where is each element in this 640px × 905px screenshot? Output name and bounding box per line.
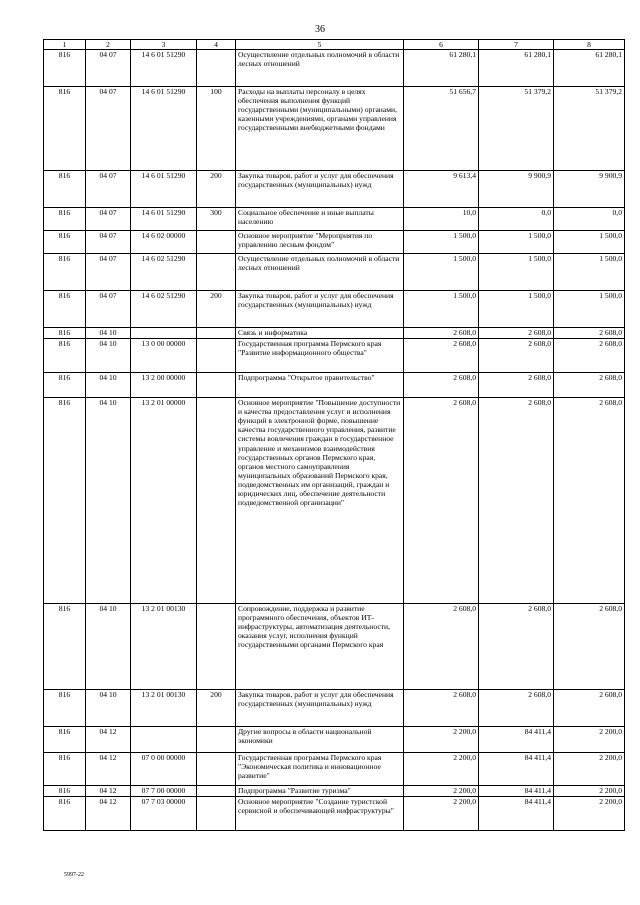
cell-target-article: 14 6 01 51290 bbox=[131, 50, 197, 87]
column-number-row bbox=[44, 40, 625, 50]
table-row bbox=[44, 604, 625, 690]
cell-amount-2: 2 608,0 bbox=[479, 398, 554, 604]
table-row bbox=[44, 797, 625, 831]
cell-amount-1: 2 200,0 bbox=[404, 753, 479, 786]
cell-section-code: 04 07 bbox=[86, 231, 131, 254]
cell-expense-type: 100 bbox=[197, 87, 236, 171]
cell-expense-type: 200 bbox=[197, 291, 236, 328]
cell-amount-1: 1 500,0 bbox=[404, 291, 479, 328]
cell-target-article bbox=[131, 328, 197, 339]
cell-amount-2: 2 608,0 bbox=[479, 339, 554, 373]
cell-ministry-code: 816 bbox=[44, 690, 86, 727]
cell-ministry-code: 816 bbox=[44, 339, 86, 373]
table-row bbox=[44, 753, 625, 786]
cell-amount-2: 9 900,9 bbox=[479, 171, 554, 208]
cell-target-article: 14 6 01 51290 bbox=[131, 87, 197, 171]
cell-section-code: 04 10 bbox=[86, 328, 131, 339]
cell-amount-1: 2 608,0 bbox=[404, 690, 479, 727]
cell-expense-type bbox=[197, 727, 236, 753]
cell-name: Расходы на выплаты персоналу в целях обеспечения выполнения функций государственными (муниципальными) органами, казенными учреждениями, органами управления государственными внебюджетными фондами bbox=[236, 87, 404, 171]
cell-section-code: 04 07 bbox=[86, 50, 131, 87]
cell-name: Социальное обеспечение и иные выплаты населению bbox=[236, 208, 404, 231]
cell-ministry-code: 816 bbox=[44, 398, 86, 604]
cell-ministry-code: 816 bbox=[44, 328, 86, 339]
cell-expense-type bbox=[197, 786, 236, 797]
cell-expense-type bbox=[197, 231, 236, 254]
cell-amount-3: 2 608,0 bbox=[554, 398, 625, 604]
cell-target-article: 13 2 01 00130 bbox=[131, 604, 197, 690]
cell-ministry-code: 816 bbox=[44, 797, 86, 831]
cell-name: Закупка товаров, работ и услуг для обеспечения государственных (муниципальных) нужд bbox=[236, 291, 404, 328]
cell-section-code: 04 07 bbox=[86, 291, 131, 328]
cell-section-code: 04 07 bbox=[86, 87, 131, 171]
cell-target-article bbox=[131, 727, 197, 753]
cell-amount-1: 2 608,0 bbox=[404, 373, 479, 398]
cell-amount-2: 84 411,4 bbox=[479, 753, 554, 786]
table-row bbox=[44, 171, 625, 208]
cell-amount-1: 2 608,0 bbox=[404, 604, 479, 690]
cell-amount-2: 0,0 bbox=[479, 208, 554, 231]
budget-table bbox=[43, 39, 625, 831]
cell-target-article: 14 6 02 00000 bbox=[131, 231, 197, 254]
cell-target-article: 14 6 02 51290 bbox=[131, 254, 197, 291]
cell-expense-type: 200 bbox=[197, 171, 236, 208]
cell-amount-1: 51 656,7 bbox=[404, 87, 479, 171]
table-row bbox=[44, 87, 625, 171]
cell-name: Осуществление отдельных полномочий в области лесных отношений bbox=[236, 254, 404, 291]
column-number: 5 bbox=[236, 40, 404, 50]
cell-amount-2: 2 608,0 bbox=[479, 604, 554, 690]
table-row bbox=[44, 398, 625, 604]
cell-amount-2: 84 411,4 bbox=[479, 797, 554, 831]
cell-amount-2: 84 411,4 bbox=[479, 727, 554, 753]
cell-expense-type bbox=[197, 604, 236, 690]
cell-expense-type bbox=[197, 373, 236, 398]
cell-expense-type bbox=[197, 398, 236, 604]
table-row bbox=[44, 373, 625, 398]
column-number: 1 bbox=[44, 40, 86, 50]
cell-section-code: 04 12 bbox=[86, 786, 131, 797]
cell-amount-3: 2 608,0 bbox=[554, 690, 625, 727]
cell-amount-3: 1 500,0 bbox=[554, 254, 625, 291]
cell-section-code: 04 12 bbox=[86, 797, 131, 831]
cell-section-code: 04 10 bbox=[86, 690, 131, 727]
cell-expense-type bbox=[197, 797, 236, 831]
cell-name: Подпрограмма "Открытое правительство" bbox=[236, 373, 404, 398]
cell-name: Государственная программа Пермского края "Экономическая политика и инновационное развитие" bbox=[236, 753, 404, 786]
cell-amount-2: 2 608,0 bbox=[479, 690, 554, 727]
cell-amount-2: 2 608,0 bbox=[479, 328, 554, 339]
table-row bbox=[44, 50, 625, 87]
cell-amount-1: 1 500,0 bbox=[404, 254, 479, 291]
cell-section-code: 04 10 bbox=[86, 373, 131, 398]
cell-expense-type bbox=[197, 328, 236, 339]
cell-target-article: 14 6 01 51290 bbox=[131, 208, 197, 231]
cell-amount-2: 61 280,1 bbox=[479, 50, 554, 87]
cell-ministry-code: 816 bbox=[44, 231, 86, 254]
cell-amount-3: 51 379,2 bbox=[554, 87, 625, 171]
cell-amount-2: 84 411,4 bbox=[479, 786, 554, 797]
cell-amount-1: 2 200,0 bbox=[404, 727, 479, 753]
cell-target-article: 07 0 00 00000 bbox=[131, 753, 197, 786]
table-row bbox=[44, 328, 625, 339]
cell-target-article: 13 2 01 00000 bbox=[131, 398, 197, 604]
column-number: 4 bbox=[197, 40, 236, 50]
cell-amount-3: 2 200,0 bbox=[554, 797, 625, 831]
cell-ministry-code: 816 bbox=[44, 753, 86, 786]
cell-target-article: 14 6 01 51290 bbox=[131, 171, 197, 208]
cell-name: Закупка товаров, работ и услуг для обеспечения государственных (муниципальных) нужд bbox=[236, 171, 404, 208]
cell-section-code: 04 10 bbox=[86, 339, 131, 373]
cell-amount-3: 2 608,0 bbox=[554, 339, 625, 373]
cell-amount-1: 2 608,0 bbox=[404, 328, 479, 339]
cell-ministry-code: 816 bbox=[44, 50, 86, 87]
column-number: 3 bbox=[131, 40, 197, 50]
cell-name: Подпрограмма "Развитие туризма" bbox=[236, 786, 404, 797]
cell-amount-1: 9 613,4 bbox=[404, 171, 479, 208]
cell-name: Закупка товаров, работ и услуг для обеспечения государственных (муниципальных) нужд bbox=[236, 690, 404, 727]
cell-amount-3: 61 280,1 bbox=[554, 50, 625, 87]
cell-ministry-code: 816 bbox=[44, 727, 86, 753]
cell-target-article: 13 0 00 00000 bbox=[131, 339, 197, 373]
cell-name: Государственная программа Пермского края "Развитие информационного общества" bbox=[236, 339, 404, 373]
cell-name: Другие вопросы в области национальной экономики bbox=[236, 727, 404, 753]
column-number: 6 bbox=[404, 40, 479, 50]
cell-name: Основное мероприятие "Создание туристской сервисной и обеспечивающей инфраструктуры" bbox=[236, 797, 404, 831]
cell-name: Осуществление отдельных полномочий в области лесных отношений bbox=[236, 50, 404, 87]
cell-section-code: 04 10 bbox=[86, 398, 131, 604]
table-row bbox=[44, 231, 625, 254]
cell-expense-type: 300 bbox=[197, 208, 236, 231]
cell-ministry-code: 816 bbox=[44, 373, 86, 398]
cell-target-article: 07 7 00 00000 bbox=[131, 786, 197, 797]
cell-section-code: 04 07 bbox=[86, 208, 131, 231]
table-row bbox=[44, 291, 625, 328]
cell-expense-type: 200 bbox=[197, 690, 236, 727]
table-row bbox=[44, 786, 625, 797]
table-row bbox=[44, 254, 625, 291]
column-number: 7 bbox=[479, 40, 554, 50]
document-code: 5997-22 bbox=[64, 872, 84, 878]
cell-amount-3: 2 200,0 bbox=[554, 727, 625, 753]
cell-expense-type bbox=[197, 339, 236, 373]
cell-amount-3: 9 900,9 bbox=[554, 171, 625, 208]
cell-ministry-code: 816 bbox=[44, 291, 86, 328]
cell-amount-3: 2 608,0 bbox=[554, 604, 625, 690]
cell-ministry-code: 816 bbox=[44, 604, 86, 690]
cell-amount-1: 1 500,0 bbox=[404, 231, 479, 254]
cell-target-article: 07 7 03 00000 bbox=[131, 797, 197, 831]
cell-amount-1: 10,0 bbox=[404, 208, 479, 231]
cell-section-code: 04 10 bbox=[86, 604, 131, 690]
cell-expense-type bbox=[197, 254, 236, 291]
cell-amount-1: 61 280,1 bbox=[404, 50, 479, 87]
cell-amount-2: 2 608,0 bbox=[479, 373, 554, 398]
cell-amount-2: 1 500,0 bbox=[479, 254, 554, 291]
cell-name: Основное мероприятие "Мероприятия по управлению лесным фондом" bbox=[236, 231, 404, 254]
cell-amount-3: 1 500,0 bbox=[554, 231, 625, 254]
cell-target-article: 13 2 01 00130 bbox=[131, 690, 197, 727]
cell-ministry-code: 816 bbox=[44, 171, 86, 208]
cell-amount-2: 1 500,0 bbox=[479, 291, 554, 328]
table-row bbox=[44, 339, 625, 373]
cell-expense-type bbox=[197, 50, 236, 87]
table-row bbox=[44, 690, 625, 727]
page-number: 36 bbox=[315, 24, 325, 35]
cell-amount-3: 0,0 bbox=[554, 208, 625, 231]
cell-amount-3: 2 608,0 bbox=[554, 373, 625, 398]
column-number: 8 bbox=[554, 40, 625, 50]
cell-amount-3: 2 200,0 bbox=[554, 786, 625, 797]
cell-ministry-code: 816 bbox=[44, 87, 86, 171]
cell-ministry-code: 816 bbox=[44, 786, 86, 797]
cell-amount-3: 2 200,0 bbox=[554, 753, 625, 786]
cell-amount-1: 2 200,0 bbox=[404, 797, 479, 831]
cell-expense-type bbox=[197, 753, 236, 786]
column-number: 2 bbox=[86, 40, 131, 50]
cell-amount-2: 51 379,2 bbox=[479, 87, 554, 171]
cell-name: Сопровождение, поддержка и развитие программного обеспечения, объектов ИТ-инфраструктуры, автоматизация деятельности, оказания услуг, исполнения функций государственными органами Пермского края bbox=[236, 604, 404, 690]
cell-ministry-code: 816 bbox=[44, 208, 86, 231]
cell-section-code: 04 07 bbox=[86, 171, 131, 208]
cell-section-code: 04 12 bbox=[86, 753, 131, 786]
cell-amount-1: 2 200,0 bbox=[404, 786, 479, 797]
cell-target-article: 14 6 02 51290 bbox=[131, 291, 197, 328]
cell-amount-1: 2 608,0 bbox=[404, 339, 479, 373]
cell-section-code: 04 07 bbox=[86, 254, 131, 291]
cell-name: Основное мероприятие "Повышение доступности и качества предоставления услуг и исполнения функций в электронной форме, повышение качества государственного управления, развитие системы вовлечения граждан в государственное управление и механизмов взаимодействия государственных органов Пермского края, органов местного самоуправления муниципальных образований Пермского края, подведомственных им организаций, граждан и юридических лиц, обеспечение деятельности подведомственной организации" bbox=[236, 398, 404, 604]
cell-target-article: 13 2 00 00000 bbox=[131, 373, 197, 398]
cell-amount-1: 2 608,0 bbox=[404, 398, 479, 604]
cell-name: Связь и информатика bbox=[236, 328, 404, 339]
cell-amount-3: 2 608,0 bbox=[554, 328, 625, 339]
cell-section-code: 04 12 bbox=[86, 727, 131, 753]
cell-amount-2: 1 500,0 bbox=[479, 231, 554, 254]
table-row bbox=[44, 727, 625, 753]
cell-amount-3: 1 500,0 bbox=[554, 291, 625, 328]
table-row bbox=[44, 208, 625, 231]
cell-ministry-code: 816 bbox=[44, 254, 86, 291]
